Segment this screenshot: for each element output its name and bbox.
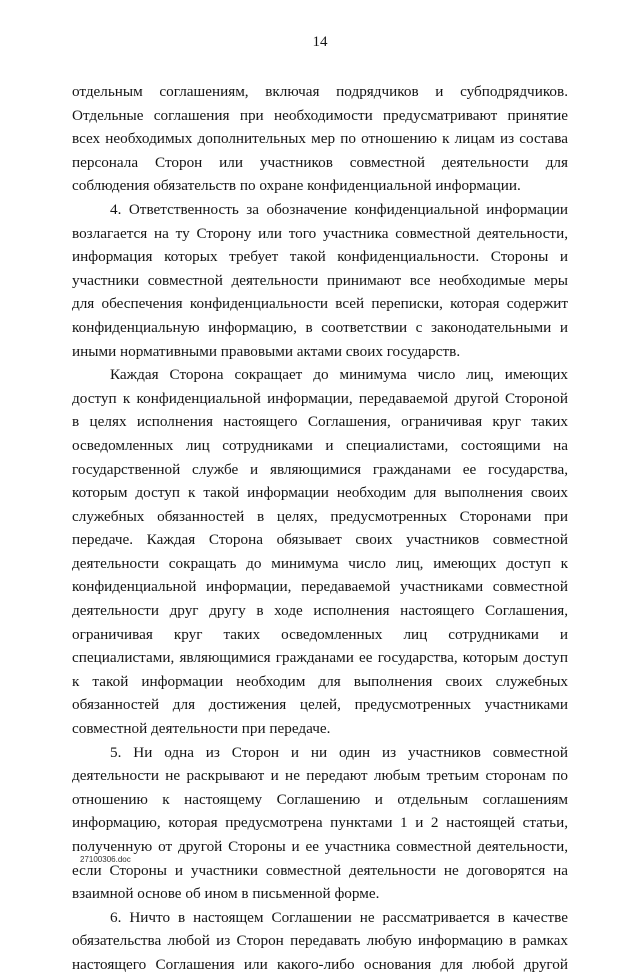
text-line: служебных обязанностей в целях, предусмотренных Сторонами при xyxy=(72,507,568,525)
text-line: всех необходимых дополнительных мер по отношению к лицам из состава xyxy=(72,130,568,148)
text-line: отношению к настоящему Соглашению и отдельным соглашениям xyxy=(72,790,568,808)
document-body xyxy=(72,80,568,977)
text-line: для обеспечения конфиденциальности всей переписки, которая содержит xyxy=(72,295,568,313)
text-line: Отдельные соглашения при необходимости предусматривают принятие xyxy=(72,106,568,124)
text-line: деятельности не раскрывают и не передают любым третьим сторонам по xyxy=(72,767,568,785)
text-line: конфиденциальную информацию, в соответствии с законодательными и xyxy=(72,318,568,336)
text-line: полученную от другой Стороны и ее участника совместной деятельности, xyxy=(72,838,568,855)
footer-filename: 27100306.doc xyxy=(80,855,131,864)
text-line: деятельности сокращать до минимума число лиц, имеющих доступ к xyxy=(72,554,568,572)
page-number: 14 xyxy=(312,34,328,50)
text-line: передаче. Каждая Сторона обязывает своих участников совместной xyxy=(72,531,568,549)
text-line: взаимной основе об ином в письменной форме. xyxy=(72,885,380,903)
text-line: информацию, которая предусмотрена пунктами 1 и 2 настоящей статьи, xyxy=(72,814,568,832)
text-line: участники совместной деятельности принимают все необходимые меры xyxy=(72,271,568,289)
text-line: персонала Сторон или участников совместной деятельности для xyxy=(72,153,568,171)
paragraph xyxy=(72,80,568,198)
text-line: 4. Ответственность за обозначение конфиденциальной информации xyxy=(110,200,568,218)
paragraph xyxy=(72,741,568,906)
text-line: конфиденциальной информации, передаваемой участниками совместной xyxy=(72,578,568,596)
text-line: настоящего Соглашения или какого-либо основания для любой другой xyxy=(72,955,568,973)
text-line: ограничивая круг таких осведомленных лиц сотрудниками и xyxy=(72,625,568,643)
text-line: отдельным соглашениям, включая подрядчиков и субподрядчиков. xyxy=(72,83,568,100)
text-line: деятельности друг другу в ходе исполнения настоящего Соглашения, xyxy=(72,602,568,620)
text-line: которым доступ к такой информации необходим для выполнения своих xyxy=(72,484,568,502)
text-line: совместной деятельности при передаче. xyxy=(72,720,331,738)
paragraph xyxy=(72,198,568,363)
text-line: если Стороны и участники совместной деятельности не договорятся на xyxy=(72,861,568,879)
text-line: обязанностей для достижения целей, предусмотренных участниками xyxy=(72,696,568,714)
text-line: соблюдения обязательств по охране конфиденциальной информации. xyxy=(72,177,521,195)
text-line: информация которых требует такой конфиденциальности. Стороны и xyxy=(72,248,568,266)
text-line: Каждая Сторона сокращает до минимума число лиц, имеющих xyxy=(110,366,568,384)
text-line: к такой информации необходим для выполнения своих служебных xyxy=(72,672,568,690)
text-line: иными нормативными правовыми актами своих государств. xyxy=(72,342,461,360)
text-line: возлагается на ту Сторону или того участника совместной деятельности, xyxy=(72,224,568,242)
text-line: осведомленных лиц сотрудниками и специалистами, состоящими на xyxy=(72,436,568,454)
text-line: в целях исполнения настоящего Соглашения, ограничивая круг таких xyxy=(72,413,568,431)
paragraph xyxy=(72,363,568,741)
text-line: государственной службе и являющимися гражданами ее государства, xyxy=(72,460,568,478)
text-line: доступ к конфиденциальной информации, передаваемой другой Стороной xyxy=(72,389,568,407)
text-line: 5. Ни одна из Сторон и ни один из участников совместной xyxy=(110,743,568,761)
paragraph xyxy=(72,906,568,977)
text-line: обязательства любой из Сторон передавать любую информацию в рамках xyxy=(72,932,568,950)
text-line: 6. Ничто в настоящем Соглашении не рассматривается в качестве xyxy=(110,908,568,926)
text-line: специалистами, являющимися гражданами ее государства, которым доступ xyxy=(72,649,568,667)
